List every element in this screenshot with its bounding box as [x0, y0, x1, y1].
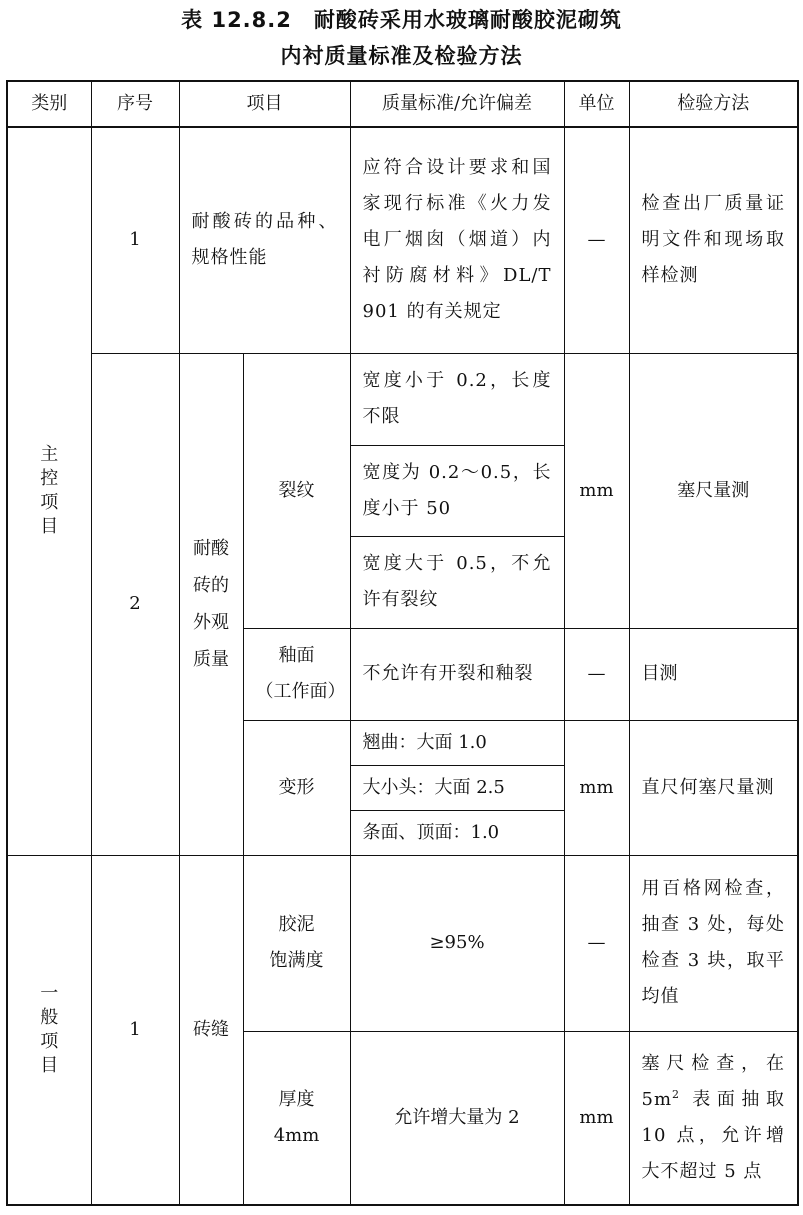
- crack-label: 裂纹: [243, 353, 350, 628]
- quality-standard-table: [6, 80, 799, 1206]
- row-number: 1: [91, 127, 179, 353]
- table-row: [7, 353, 798, 445]
- general-category-cell: 一 般 项 目: [7, 855, 91, 1205]
- item-cell: 耐酸砖的品种、规格性能: [179, 127, 350, 353]
- standard-cell: 翘曲：大面 1.0: [350, 720, 564, 765]
- method-cell: 目测: [629, 628, 798, 720]
- header-standard: 质量标准/允许偏差: [350, 81, 564, 127]
- fill-label: 胶泥 饱满度: [243, 855, 350, 1031]
- main-category-cell: 主 控 项 目: [7, 127, 91, 855]
- table-row: [7, 127, 798, 353]
- table-title-line2: 内衬质量标准及检验方法: [280, 44, 523, 68]
- unit-cell: mm: [564, 1031, 629, 1205]
- method-cell: 用百格网检查，抽查 3 处，每处检查 3 块，取平均值: [629, 855, 798, 1031]
- standard-cell: 允许增大量为 2: [350, 1031, 564, 1205]
- table-row: [7, 855, 798, 1031]
- header-method: 检验方法: [629, 81, 798, 127]
- standard-cell: 条面、顶面：1.0: [350, 810, 564, 855]
- standard-cell: 不允许有开裂和釉裂: [350, 628, 564, 720]
- unit-cell: —: [564, 127, 629, 353]
- standard-cell: 大小头：大面 2.5: [350, 765, 564, 810]
- glaze-label: 釉面 （工作面）: [243, 628, 350, 720]
- row-number: 2: [91, 353, 179, 855]
- method-cell: 塞尺量测: [629, 353, 798, 628]
- standard-cell: 宽度小于 0.2，长度不限: [350, 353, 564, 445]
- standard-cell: 应符合设计要求和国家现行标准《火力发电厂烟囱（烟道）内衬防腐材料》DL/T 901 的有关规定: [350, 127, 564, 353]
- method-cell: 检查出厂质量证明文件和现场取样检测: [629, 127, 798, 353]
- appearance-item-cell: 耐酸 砖的 外观 质量: [179, 353, 243, 855]
- method-cell: 塞尺检查，在 $5m^2$ 表面抽取 10 点，允许增大不超过 5 点: [629, 1031, 798, 1205]
- standard-cell: 宽度为 0.2～0.5，长度小于 50: [350, 445, 564, 536]
- unit-cell: —: [564, 628, 629, 720]
- standard-cell: 宽度大于 0.5，不允许有裂纹: [350, 536, 564, 628]
- unit-cell: —: [564, 855, 629, 1031]
- joint-item-cell: 砖缝: [179, 855, 243, 1205]
- header-number: 序号: [91, 81, 179, 127]
- method-cell: 直尺何塞尺量测: [629, 720, 798, 855]
- table-title-line1: 表 12.8.2 耐酸砖采用水玻璃耐酸胶泥砌筑: [181, 8, 622, 32]
- deform-label: 变形: [243, 720, 350, 855]
- unit-cell: mm: [564, 353, 629, 628]
- header-unit: 单位: [564, 81, 629, 127]
- thickness-label: 厚度 4mm: [243, 1031, 350, 1205]
- standard-cell: ≥95%: [350, 855, 564, 1031]
- unit-cell: mm: [564, 720, 629, 855]
- header-item: 项目: [179, 81, 350, 127]
- header-row: [7, 81, 798, 127]
- header-category: 类别: [7, 81, 91, 127]
- row-number: 1: [91, 855, 179, 1205]
